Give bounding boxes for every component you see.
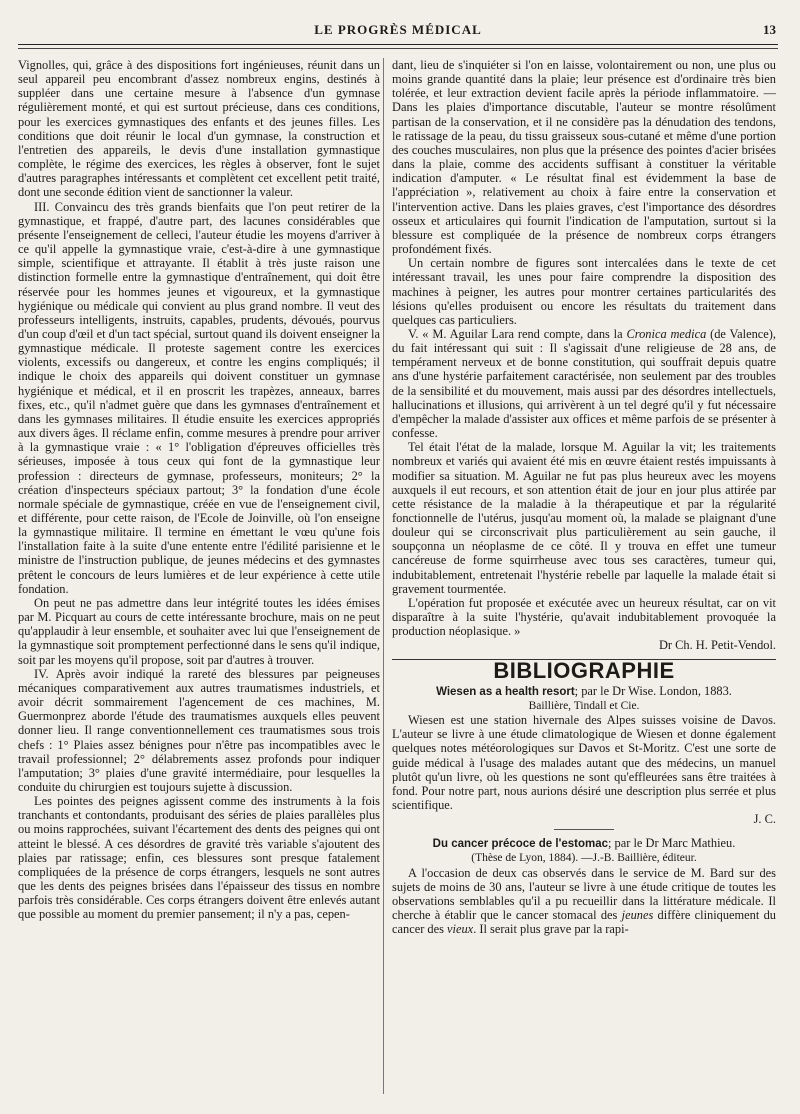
book-author: ; par le Dr Marc Mathieu. bbox=[608, 836, 736, 851]
header-rule bbox=[18, 44, 778, 45]
paragraph: Vignolles, qui, grâce à des dispositions fort ingénieuses, réunit dans un seul appareil peu encombrant d'assez nombreux engins, destinés à suppléer dans une certaine mesure à l'absence d'un gymnase régulièrement monté, et qui est surtout précieuse, dans ces conditions, pour les exercices gymnastiques des enfants et des jeunes filles. Les conditions que doit réunir le local d'un gymnase, la construction et l'entretien des appareils, le devis d'une installation gymnastique complète, le régime des exercices, les règles à observer, font le sujet d'autres paragraphes intéressants et complètent cet excellent petit traité, dont une seconde édition vient de sanctionner la valeur. bbox=[18, 58, 380, 200]
paragraph: Un certain nombre de figures sont intercalées dans le texte de cet intéressant travail, les unes pour faire comprendre la disposition des machines à peigner, les autres pour montrer certaines particularités des lésions qu'elles produisent ou encore les résultats du traitement dans quelques cas particuliers. bbox=[392, 256, 776, 327]
emphasis: vieux bbox=[447, 922, 474, 937]
right-column bbox=[392, 58, 776, 1108]
text-span: A l'occasion de deux cas observés dans le service de M. Bard sur des sujets de moins de 30 ans, l'auteur se livre à une étude critique de toutes les observations semblables qu'il a pu recueillir dans la littérature médicale. Il cherche à établir que le cancer stomacal des bbox=[392, 865, 776, 923]
column-separator bbox=[383, 58, 384, 1094]
text-span: diffère cliniquement du cancer des bbox=[392, 908, 776, 937]
emphasis: jeunes bbox=[621, 908, 654, 923]
paragraph: III. Convaincu des très grands bienfaits que l'on peut retirer de la gymnastique, et frappé, d'autre part, des lacunes considérables que présente l'enseignement de celleci, l'auteur étudie les moyens d'arriver à ce qu'il appelle la gymnastique vraie, c'est-à-dire à une gymnastique simple, scientifique et attrayante. Il établit à très juste raison une distinction formelle entre la gymnastique d'entraînement, qui doit être réservée pour les hommes jeunes et vigoureux, et la gymnastique hygiénique ou médicale qui convient au plus grand nombre. Il veut des professeurs intelligents, instruits, capables, prudents, dévoués, pourvus d'un coup d'œil et d'un tact spécial, surtout quand ils doivent enseigner la gymnastique médicale. Il proteste sagement contre les exercices violents, excessifs ou dangereux, et contre les engins compliqués; il indique le choix des appareils qui doivent constituer un gymnase hygiénique et médical, et il en proscrit les trapèzes, anneaux, barres fixes, etc., qu'il n'admet guère que dans les gymnases d'entraînement et dans les gymnases militaires. Il étudie ensuite les exercices appropriés aux divers âges. Il réclame enfin, comme mesures à prendre pour arriver à la gymnastique vraie : « 1° l'obligation d'épreuves officielles très sérieuses, imposée à tous ceux qui font de la gymnastique leur profession : directeurs de gymnase, professeurs, moniteurs; 2° la création d'inspecteurs spéciaux partout; 3° la fondation d'une école normale spéciale de gymnastique, créée en vue de l'enseignement civil, et différente, pour cette raison, de l'Ecole de Joinville, où l'on enseigne la gymnastique militaire. Il termine en émettant le vœu qu'une fois l'installation faite à la suite d'une entente entre l'édilité parisienne et le ministre de l'instruction publique, de jeunes médecins et des gymnastes prêtent le concours de leurs lumières et de leur expérience à cette utile fondation. bbox=[18, 199, 380, 596]
book-publisher: Baillière, Tindall et Cie. bbox=[528, 699, 640, 712]
text-span: . Il serait plus grave par la rapi- bbox=[473, 922, 629, 937]
entry-separator bbox=[554, 829, 614, 830]
book-publisher: (Thèse de Lyon, 1884). —J.-B. Baillière, éditeur. bbox=[471, 852, 697, 865]
reviewer-initials: J. C. bbox=[753, 812, 776, 827]
paragraph bbox=[392, 866, 776, 937]
book-title: Du cancer précoce de l'estomac bbox=[432, 838, 608, 851]
book-title: Wiesen as a health resort bbox=[436, 685, 575, 698]
text-span: (de Valence), du fait intéressant qui suit : Il s'agissait d'une religieuse de 28 ans, de tempérament nerveux et de bonne constitution, qui souffrait depuis quatre ans d'une hystérie parfaitement caractérisée, non seulement par des troubles de la sensibilité et du mouvement, mais aussi par des désordres intellectuels, hallucinations et illusions, qui arrivèrent à un tel degré qu'il y fut nécessaire d'empêcher la malade d'assister aux offices et même parfois de se présenter à confesse. bbox=[392, 326, 776, 441]
paragraph: Les pointes des peignes agissent comme des instruments à la fois tranchants et contondants, produisant des séries de plaies parallèles plus ou moins rapprochées, suivant l'écartement des dents des peignes qui ont atteint le blessé. A ces désordres de gravité très variable s'ajoutent des plaies par ratissage; enfin, ces blessures sont presque fatalement compliquées de la présence de corps étrangers, lesquels ne sont autres que les dents des peignes brisées dans l'épaisseur des tissus en nombre parfois très considérable. Ces corps étrangers doivent être enlevés autant que possible au moment du premier pansement; il n'y a pas, cepen- bbox=[18, 794, 380, 922]
paragraph: Wiesen est une station hivernale des Alpes suisses voisine de Davos. L'auteur se livre à une étude climatologique de Wiesen et donne également quelques notes météorologiques sur Davos et St-Moritz. C'est une sorte de guide médical à l'usage des malades autant que des médecins, un manuel plutôt qu'un livre, où les questions ne sont qu'effleurées sans être traitées à fond. Pour notre part, nous aurions désiré une description plus serrée et plus scientifique. bbox=[392, 713, 776, 812]
paragraph: Tel était l'état de la malade, lorsque M. Aguilar la vit; les traitements nombreux et variés qui avaient été mis en œuvre étaient restés impuissants à modifier sa situation. M. Aguilar ne fut pas plus heureux avec les moyens auxquels il eut recours, et son attention était de jour en jour plus attirée par cette résistance de la maladie à la thérapeutique et par la régularité fonctionnelle de l'utérus, jusqu'au moment où, la malade se plaignant d'une douleur qui se circonscrivait plus particulièrement au sein gauche, il soupçonna un néoplasme de ce côté. Il y trouva en effet une tumeur cancéreuse de forme squirrheuse avec tous ses caractères, tumeur qui, indubitablement, entretenait l'hystérie rebelle par laquelle la malade était si gravement tourmentée. bbox=[392, 440, 776, 596]
paragraph: On peut ne pas admettre dans leur intégrité toutes les idées émises par M. Picquart au cours de cette intéressante brochure, mais on ne peut qu'applaudir à leur ensemble, et souhaiter avec lui que l'enseignement de la gymnastique soit promptement perfectionné dans le sens qu'il indique, soit par les moyens qu'il propose, soit par d'autres à trouver. bbox=[18, 595, 380, 667]
journal-name: Cronica medica bbox=[626, 326, 707, 341]
book-author: ; par le Dr Wise. London, 1883. bbox=[574, 683, 732, 698]
paragraph: L'opération fut proposée et exécutée avec un heureux résultat, car on vit disparaître à la suite l'hystérie, qu'avait indubitablement provoquée la production néoplasique. » bbox=[392, 595, 776, 639]
page-number: 13 bbox=[763, 22, 776, 37]
paragraph: dant, lieu de s'inquiéter si l'on en laisse, volontairement ou non, une plus ou moins grande quantité dans la plaie; leur présence est d'ordinaire très bien tolérée, et leur extraction devient facile après la période inflammatoire. — Dans les plaies d'importance discutable, l'auteur se montre résolûment partisan de la conservation, et il ne considère pas la dénudation des tendons, le ratissage de la peau, du tissu graisseux sous-cutané et même d'une portion des couches musculaires, non plus que la présence des pointes d'acier brisées dans la plaie, comme des accidents suffisant à constituer la véritable indication d'amputer. « Le résultat final est évidemment la base de l'appréciation », relativement au choix à faire entre la conservation et l'intervention active. Dans les plaies graves, c'est l'importance des désordres osseux et articulaires qui fournit l'indication de l'amputation, surtout si la blessure est compliquée de la présence de nombreux corps étrangers profondément fixés. bbox=[392, 58, 776, 257]
text-span: V. « M. Aguilar Lara rend compte, dans la bbox=[408, 326, 627, 341]
signature: Dr Ch. H. Petit-Vendol. bbox=[658, 638, 776, 653]
page-header bbox=[18, 22, 778, 42]
left-column bbox=[18, 58, 380, 1108]
section-title: BIBLIOGRAPHIE bbox=[493, 657, 675, 683]
paragraph bbox=[392, 327, 776, 440]
paragraph: IV. Après avoir indiqué la rareté des blessures par peigneuses mécaniques comparativement aux autres traumatismes industriels, et avoir décrit sommairement l'agencement de ces machines, M. Guermonprez aborde l'étude des traumatismes auxquels elles peuvent donner lieu. Il range conventionnellement ces traumatismes sous trois chefs : 1° Plaies assez bénignes pour n'être pas incompatibles avec le travail professionnel; 2° délabrements assez profonds pour indiquer l'amputation; 3° plaies d'une gravité intermédiaire, pour lesquelles la conduite du chirurgien est toujours sujette à discussion. bbox=[18, 666, 380, 794]
journal-title: LE PROGRÈS MÉDICAL bbox=[314, 22, 482, 37]
bibliography-entry-heading bbox=[392, 684, 776, 699]
header-rule-secondary bbox=[18, 48, 778, 49]
bibliography-entry-heading bbox=[392, 836, 776, 851]
